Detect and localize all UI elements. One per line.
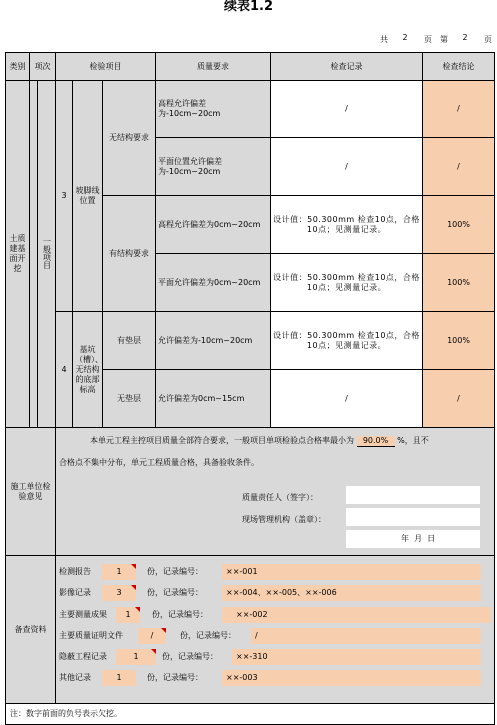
opinion-line1-text: 本单元工程主控项目质量全部符合要求，一般项目单项检验点合格率最小为 [90, 436, 354, 445]
sub-item-with-structure: 有结构要求 [103, 196, 156, 312]
conclusion-cell[interactable]: / [423, 370, 495, 428]
responsible-person-label: 质量责任人（签字）： [242, 493, 318, 502]
pager-current-field[interactable] [450, 29, 480, 47]
material-count-field[interactable]: 1 [102, 670, 136, 686]
header-inspection-item: 检验项目 [56, 53, 156, 81]
sub-item-no-cushion: 无垫层 [103, 370, 156, 428]
materials-label: 备查资料 [6, 556, 56, 704]
pager-current-unit: 页 [484, 35, 492, 44]
conclusion-cell[interactable]: / [423, 138, 495, 196]
material-code-field[interactable]: / [251, 628, 481, 644]
table-row [6, 312, 495, 370]
inspection-table [5, 52, 495, 725]
record-cell[interactable]: 设计值：50.300mm 检查10点，合格10点；见测量记录。 [271, 254, 423, 312]
note-text: 注：数字前面的负号表示欠挖。 [6, 704, 495, 725]
material-unit: 份，记录编号： [147, 588, 203, 597]
category-spacer [30, 81, 38, 428]
sub-item-cushion: 有垫层 [103, 312, 156, 370]
conclusion-cell[interactable]: 100% [423, 312, 495, 370]
material-name: 影像记录 [59, 588, 91, 597]
conclusion-cell[interactable]: 100% [423, 254, 495, 312]
material-name: 检测报告 [59, 567, 91, 576]
comment-marker-icon [161, 628, 166, 633]
header-category: 类别 [6, 53, 30, 81]
material-code-field[interactable]: ××-002 [222, 607, 491, 623]
comment-marker-icon [131, 585, 136, 590]
opinion-line1 [90, 436, 429, 447]
header-quality-requirement: 质量要求 [156, 53, 271, 81]
note-row [6, 704, 495, 725]
pager-current-value: 2 [462, 33, 468, 42]
pager-page-unit: 页 [424, 35, 432, 44]
comment-marker-icon [131, 564, 136, 569]
page-title: 续表1.2 [223, 0, 274, 14]
material-count-field[interactable]: 1 [102, 564, 136, 580]
pager-total-value: 2 [402, 33, 408, 42]
item-no-4: 4 [56, 312, 73, 428]
requirement-cell: 平面位置允许偏差为-10cm~20cm [156, 138, 271, 196]
material-count-field[interactable]: 3 [102, 585, 136, 601]
conclusion-cell[interactable]: / [423, 81, 495, 138]
record-cell[interactable]: / [271, 370, 423, 428]
material-name: 其他记录 [59, 673, 91, 682]
header-conclusion: 检查结论 [423, 53, 495, 81]
pager-total-field[interactable] [390, 29, 420, 47]
record-cell[interactable]: 设计值：50.300mm 检查10点，合格10点；见测量记录。 [271, 196, 423, 254]
materials-content [56, 556, 495, 704]
material-unit: 份，记录编号： [152, 610, 208, 619]
table-header-row [6, 53, 495, 81]
material-code-field[interactable]: ××-003 [222, 670, 481, 686]
table-row [6, 81, 495, 138]
materials-row [6, 556, 495, 704]
date-label: 年 月 日 [401, 534, 436, 543]
material-name: 主要测量成果 [59, 610, 107, 619]
opinion-content [56, 428, 495, 556]
item-name-3: 坡脚线位置 [73, 81, 103, 312]
management-org-label: 现场管理机构（盖章）： [242, 515, 326, 524]
opinion-row [6, 428, 495, 556]
record-cell[interactable]: / [271, 138, 423, 196]
requirement-cell: 平面允许偏差为0cm~20cm [156, 254, 271, 312]
item-no-3: 3 [56, 81, 73, 312]
header-record: 检查记录 [271, 53, 423, 81]
opinion-line1-tail: %，且不 [397, 436, 429, 445]
opinion-label: 施工单位检验意见 [6, 428, 56, 556]
sub-item-no-structure: 无结构要求 [103, 81, 156, 196]
conclusion-cell[interactable]: 100% [423, 196, 495, 254]
header-item-no: 项次 [30, 53, 56, 81]
material-code-field[interactable]: ××-004、××-005、××-006 [222, 585, 481, 601]
requirement-cell: 高程允许偏差为-10cm~20cm [156, 81, 271, 138]
material-unit: 份，记录编号： [162, 652, 218, 661]
material-name: 主要质量证明文件 [59, 631, 123, 640]
management-org-field[interactable] [346, 508, 480, 526]
rate-field[interactable] [357, 436, 395, 447]
material-code-field[interactable]: ××-001 [222, 564, 481, 580]
comment-marker-icon [151, 649, 156, 654]
item-name-4: 基坑（槽）、无结构的底部标高 [73, 312, 103, 428]
requirement-cell: 允许偏差为0cm~15cm [156, 370, 271, 428]
material-count-field[interactable]: 1 [116, 607, 140, 623]
opinion-line2: 合格点不集中分布，单元工程质量合格，具备验收条件。 [59, 458, 259, 467]
record-cell[interactable]: / [271, 81, 423, 138]
material-count-field[interactable]: 1 [116, 649, 156, 665]
requirement-cell: 高程允许偏差为0cm~20cm [156, 196, 271, 254]
material-unit: 份，记录编号： [147, 673, 203, 682]
pager-current-label: 第 [440, 35, 448, 44]
rate-value: 90.0% [362, 436, 389, 445]
material-name: 隐蔽工程记录 [59, 652, 107, 661]
material-unit: 份，记录编号： [180, 631, 236, 640]
responsible-person-field[interactable] [346, 486, 480, 504]
pager-total-label: 共 [380, 35, 388, 44]
record-cell[interactable]: 设计值：50.300mm 检查10点，合格10点；见测量记录。 [271, 312, 423, 370]
comment-marker-icon [135, 607, 140, 612]
material-code-field[interactable]: ××-310 [232, 649, 481, 665]
sub-category-cell: 一般项目 [38, 81, 56, 428]
material-unit: 份，记录编号： [147, 567, 203, 576]
requirement-cell: 允许偏差为-10cm~20cm [156, 312, 271, 370]
material-count-field[interactable]: / [138, 628, 166, 644]
category-cell: 土质建基面开挖 [6, 81, 30, 428]
